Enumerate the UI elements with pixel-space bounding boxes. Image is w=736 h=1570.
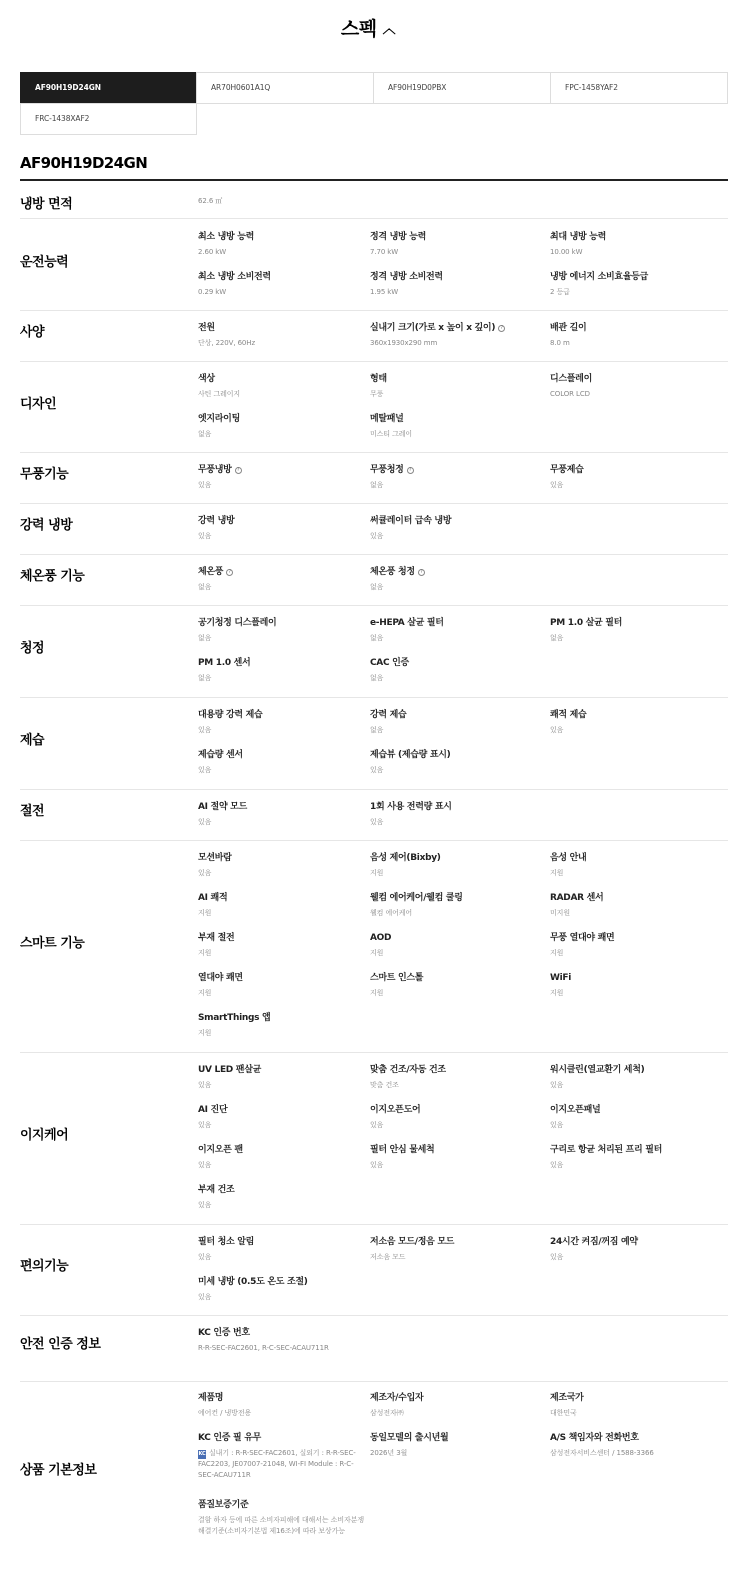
spec-item [198, 852, 368, 879]
spec-value: 2.60 kW [198, 248, 227, 256]
spec-value: 0.29 kW [198, 288, 227, 296]
tab-model-5[interactable]: FRC-1438XAF2 [20, 103, 197, 135]
section-title: 안전 인증 정보 [20, 1337, 101, 1352]
spec-value: 62.6 ㎡ [198, 197, 223, 205]
spec-value: 지원 [550, 949, 564, 957]
spec-value: 없음 [370, 583, 384, 591]
spec-label: 형태 [370, 374, 387, 384]
spec-value: 2 등급 [550, 288, 570, 296]
spec-item [370, 566, 540, 593]
spec-item [198, 1144, 368, 1171]
spec-label: 강력 제습 [370, 710, 407, 720]
spec-value: 있음 [198, 869, 212, 877]
spec-section [20, 453, 728, 504]
spec-label: 미세 냉방 (0.5도 온도 조절) [198, 1277, 308, 1287]
spec-label: 음성 안내 [550, 853, 587, 863]
section-title: 편의기능 [20, 1259, 69, 1274]
spec-value: 있음 [370, 1161, 384, 1169]
spec-item [198, 1499, 368, 1537]
spec-section [20, 1053, 728, 1225]
spec-value: 1.95 kW [370, 288, 399, 296]
spec-item [370, 1144, 540, 1171]
spec-section [20, 606, 728, 698]
spec-value: 있음 [550, 1081, 564, 1089]
spec-value: 2026년 3월 [370, 1449, 408, 1457]
spec-label: 무풍청정 ? [370, 464, 540, 476]
spec-item [550, 231, 720, 258]
section-title: 이지케어 [20, 1128, 69, 1143]
spec-value: 없음 [198, 674, 212, 682]
spec-value: 지원 [198, 949, 212, 957]
section-title: 상품 기본정보 [20, 1463, 97, 1478]
section-title: 청정 [20, 641, 45, 656]
spec-value: 있음 [198, 766, 212, 774]
spec-label: 정격 냉방 능력 [370, 232, 427, 242]
spec-label: 쾌적 제습 [550, 710, 587, 720]
spec-label: 이지오픈 팬 [198, 1145, 243, 1155]
spec-label: 워시클린(열교환기 세척) [550, 1065, 645, 1075]
spec-item [198, 801, 368, 828]
spec-label: 필터 청소 알림 [198, 1237, 255, 1247]
spec-item [198, 231, 368, 258]
section-title: 냉방 면적 [20, 197, 73, 212]
spec-item [370, 413, 540, 440]
spec-item [550, 1104, 720, 1131]
spec-value: 삼성전자서비스센터 / 1588-3366 [550, 1449, 654, 1457]
spec-section [20, 790, 728, 841]
spec-label: KC 인증 번호 [198, 1328, 250, 1338]
spec-item [370, 852, 540, 879]
spec-value: 저소음 모드 [370, 1253, 406, 1261]
spec-value: 없음 [370, 481, 384, 489]
spec-value: 대한민국 [550, 1409, 577, 1417]
spec-item [198, 657, 368, 684]
spec-item [550, 852, 720, 879]
spec-value: 10.00 kW [550, 248, 583, 256]
spec-value: 있음 [198, 532, 212, 540]
spec-value: 있음 [370, 1121, 384, 1129]
spec-value: 미스티 그레이 [370, 430, 413, 438]
section-title: 무풍기능 [20, 467, 69, 482]
spec-item [198, 892, 368, 919]
spec-label: 음성 제어(Bixby) [370, 853, 441, 863]
spec-label: 실내기 크기(가로 x 높이 x 깊이) ? [370, 322, 540, 334]
spec-label: WiFi [550, 973, 572, 983]
spec-label: PM 1.0 살균 필터 [550, 618, 623, 628]
spec-value: 맞춤 건조 [370, 1081, 399, 1089]
spec-item [550, 271, 720, 298]
spec-label: 모션바람 [198, 853, 232, 863]
spec-value: 있음 [198, 1081, 212, 1089]
help-icon[interactable]: ? [226, 569, 233, 576]
spec-label: 무풍제습 [550, 465, 584, 475]
spec-item [370, 892, 540, 919]
spec-item [370, 1064, 540, 1091]
spec-item [370, 515, 540, 542]
spec-label: 구리로 항균 처리된 프리 필터 [550, 1145, 663, 1155]
spec-label: 저소음 모드/정음 모드 [370, 1237, 455, 1247]
spec-item [550, 373, 720, 400]
spec-value: 360x1930x290 mm [370, 339, 438, 347]
spec-item [198, 1276, 368, 1303]
spec-value: 미지원 [550, 909, 570, 917]
spec-value: 있음 [198, 481, 212, 489]
spec-value: 지원 [370, 989, 384, 997]
spec-label: 전원 [198, 323, 215, 333]
spec-value: 있음 [370, 766, 384, 774]
help-icon[interactable]: ? [407, 467, 414, 474]
spec-section [20, 1382, 728, 1570]
spec-label: AI 진단 [198, 1105, 228, 1115]
spec-label: UV LED 팬살균 [198, 1065, 261, 1075]
spec-value: 있음 [198, 1253, 212, 1261]
spec-item [198, 1012, 368, 1039]
spec-label: 24시간 켜짐/꺼짐 예약 [550, 1237, 638, 1247]
spec-item [198, 322, 368, 349]
section-title: 사양 [20, 325, 45, 340]
section-title: 강력 냉방 [20, 518, 73, 533]
spec-label: SmartThings 앱 [198, 1013, 271, 1023]
spec-label: 이지오픈패널 [550, 1105, 601, 1115]
spec-value: 삼성전자㈜ [370, 1409, 404, 1417]
spec-label: 제습량 센서 [198, 750, 243, 760]
spec-value: 있음 [550, 726, 564, 734]
spec-label: 무풍냉방 ? [198, 464, 368, 476]
spec-item [370, 1392, 540, 1419]
spec-value: 지원 [198, 989, 212, 997]
spec-item [198, 271, 368, 298]
spec-label: e-HEPA 살균 필터 [370, 618, 444, 628]
spec-label: 엣지라이팅 [198, 414, 240, 424]
spec-value: KC 실내기 : R-R-SEC-FAC2601, 실외기 : R-R-SEC-FAC2203, JE07007-21048, WI-FI Module : R-C-SEC-ACAU711R [198, 1449, 356, 1479]
spec-item [550, 1064, 720, 1091]
spec-section [20, 698, 728, 790]
spec-label: 체온풍 ? [198, 566, 368, 578]
spec-item [198, 373, 368, 400]
tab-model-4[interactable]: FPC-1458YAF2 [550, 72, 728, 104]
spec-item [198, 1104, 368, 1131]
spec-label: 필터 안심 물세척 [370, 1145, 435, 1155]
spec-item [198, 1327, 368, 1354]
model-tabs [20, 72, 728, 136]
spec-label: 이지오픈도어 [370, 1105, 421, 1115]
spec-value: 8.0 m [550, 339, 570, 347]
spec-item [370, 322, 540, 349]
spec-label: 품질보증기준 [198, 1500, 249, 1510]
spec-item [370, 972, 540, 999]
spec-item [550, 709, 720, 736]
spec-value: 있음 [198, 1121, 212, 1129]
spec-label: AI 쾌적 [198, 893, 228, 903]
spec-item [370, 271, 540, 298]
tab-model-2[interactable]: AR70H0601A1Q [196, 72, 374, 104]
spec-item [370, 1104, 540, 1131]
spec-value: 있음 [198, 1201, 212, 1209]
spec-item [550, 1432, 720, 1459]
spec-section [20, 311, 728, 362]
spec-item [198, 196, 368, 207]
spec-label: 열대야 쾌면 [198, 973, 243, 983]
spec-label: 제조국가 [550, 1393, 584, 1403]
spec-label: 부재 절전 [198, 933, 235, 943]
spec-item [370, 373, 540, 400]
spec-item [370, 1432, 540, 1459]
spec-label: CAC 인증 [370, 658, 409, 668]
spec-value: 없음 [198, 430, 212, 438]
spec-section [20, 219, 728, 311]
spec-value: 지원 [198, 909, 212, 917]
spec-label: 웰컴 에어케어/웰컴 쿨링 [370, 893, 463, 903]
spec-item [550, 932, 720, 959]
kc-mark-icon: KC [198, 1451, 206, 1457]
spec-value: 지원 [198, 1029, 212, 1037]
spec-value: R-R-SEC-FAC2601, R-C-SEC-ACAU711R [198, 1344, 329, 1352]
spec-label: 색상 [198, 374, 215, 384]
spec-item [370, 464, 540, 491]
section-title: 제습 [20, 733, 45, 748]
spec-item [370, 657, 540, 684]
spec-label: 정격 냉방 소비전력 [370, 272, 443, 282]
spec-section [20, 1316, 728, 1382]
spec-value: 지원 [550, 869, 564, 877]
spec-item [198, 1432, 368, 1481]
tab-model-1[interactable]: AF90H19D24GN [20, 72, 197, 104]
spec-label: KC 인증 필 유무 [198, 1433, 262, 1443]
spec-item [370, 801, 540, 828]
spec-label: 공기청정 디스플레이 [198, 618, 277, 628]
section-title: 절전 [20, 804, 45, 819]
section-title: 체온풍 기능 [20, 569, 85, 584]
spec-item [198, 932, 368, 959]
spec-value: 없음 [198, 634, 212, 642]
spec-item [198, 566, 368, 593]
spec-item [550, 464, 720, 491]
spec-item [198, 749, 368, 776]
spec-label: 제품명 [198, 1393, 224, 1403]
spec-item [550, 892, 720, 919]
spec-label: 제습뷰 (제습량 표시) [370, 750, 451, 760]
spec-label: A/S 책임자와 전화번호 [550, 1433, 639, 1443]
model-title: AF90H19D24GN [20, 154, 148, 172]
spec-item [370, 1236, 540, 1263]
spec-value: 결함 하자 등에 따른 소비자피해에 대해서는 소비자분쟁해결기준(소비자기본법 제16조)에 따라 보상가능 [198, 1516, 364, 1535]
section-title: 디자인 [20, 397, 57, 412]
spec-label: PM 1.0 센서 [198, 658, 251, 668]
spec-item [198, 464, 368, 491]
spec-value: 있음 [550, 1253, 564, 1261]
spec-label: 동일모델의 출시년월 [370, 1433, 449, 1443]
spec-value: 에어컨 / 냉방전용 [198, 1409, 252, 1417]
spec-value: 있음 [198, 818, 212, 826]
spec-value: 있음 [550, 1161, 564, 1169]
spec-label: 맞춤 건조/자동 건조 [370, 1065, 446, 1075]
spec-item [370, 932, 540, 959]
spec-value: COLOR LCD [550, 390, 590, 398]
section-title: 스마트 기능 [20, 936, 85, 951]
spec-title: 스펙 [340, 18, 377, 40]
spec-value: 없음 [198, 583, 212, 591]
spec-section [20, 504, 728, 555]
section-title: 운전능력 [20, 255, 69, 270]
spec-item [550, 617, 720, 644]
spec-item [370, 749, 540, 776]
spec-item [198, 1064, 368, 1091]
spec-item [550, 1236, 720, 1263]
chevron-up-icon: ︿ [382, 22, 396, 37]
spec-item [550, 1144, 720, 1171]
spec-label: 대용량 강력 제습 [198, 710, 263, 720]
help-icon[interactable]: ? [498, 325, 505, 332]
spec-item [198, 1392, 368, 1419]
spec-item [198, 709, 368, 736]
spec-section [20, 1225, 728, 1316]
spec-value: 있음 [550, 1121, 564, 1129]
spec-item [198, 1236, 368, 1263]
spec-section [20, 841, 728, 1053]
spec-label: 써큘레이터 급속 냉방 [370, 516, 452, 526]
spec-label: AI 절약 모드 [198, 802, 247, 812]
spec-label: 스마트 인스톨 [370, 973, 424, 983]
spec-label: 디스플레이 [550, 374, 592, 384]
spec-value: 있음 [370, 532, 384, 540]
spec-label: 최소 냉방 능력 [198, 232, 255, 242]
spec-item [198, 413, 368, 440]
spec-label: 냉방 에너지 소비효율등급 [550, 272, 649, 282]
spec-value: 있음 [370, 818, 384, 826]
spec-toggle[interactable] [0, 14, 736, 41]
help-icon[interactable]: ? [235, 467, 242, 474]
spec-label: 메탈패널 [370, 414, 404, 424]
spec-value: 있음 [198, 1293, 212, 1301]
spec-value: 있음 [198, 1161, 212, 1169]
spec-label: 1회 사용 전력량 표시 [370, 802, 452, 812]
spec-item [370, 709, 540, 736]
spec-value: 없음 [370, 674, 384, 682]
spec-label: 강력 냉방 [198, 516, 235, 526]
tab-model-3[interactable]: AF90H19D0PBX [373, 72, 551, 104]
spec-value: 웰컴 에어케어 [370, 909, 413, 917]
spec-label: AOD [370, 933, 392, 943]
spec-value: 있음 [550, 481, 564, 489]
spec-label: 무풍 열대야 쾌면 [550, 933, 615, 943]
spec-label: 부재 건조 [198, 1185, 235, 1195]
spec-value: 없음 [550, 634, 564, 642]
spec-section [20, 362, 728, 453]
spec-item [198, 1184, 368, 1211]
spec-item [550, 972, 720, 999]
spec-value: 단상, 220V, 60Hz [198, 339, 256, 347]
spec-item [198, 617, 368, 644]
spec-item [370, 231, 540, 258]
spec-item [550, 1392, 720, 1419]
spec-value: 지원 [370, 869, 384, 877]
spec-value: 지원 [550, 989, 564, 997]
spec-label: 제조자/수입자 [370, 1393, 424, 1403]
spec-item [198, 515, 368, 542]
help-icon[interactable]: ? [418, 569, 425, 576]
spec-value: 사틴 그레이지 [198, 390, 241, 398]
spec-label: RADAR 센서 [550, 893, 604, 903]
spec-value: 지원 [370, 949, 384, 957]
spec-value: 7.70 kW [370, 248, 399, 256]
spec-section [20, 181, 728, 219]
spec-item [198, 972, 368, 999]
spec-value: 무풍 [370, 390, 384, 398]
spec-label: 최소 냉방 소비전력 [198, 272, 271, 282]
spec-label: 최대 냉방 능력 [550, 232, 607, 242]
spec-value: 없음 [370, 726, 384, 734]
spec-section [20, 555, 728, 606]
spec-item [550, 322, 720, 349]
spec-label: 배관 길이 [550, 323, 587, 333]
spec-item [370, 617, 540, 644]
spec-label: 체온풍 청정 ? [370, 566, 540, 578]
spec-value: 있음 [198, 726, 212, 734]
spec-value: 없음 [370, 634, 384, 642]
